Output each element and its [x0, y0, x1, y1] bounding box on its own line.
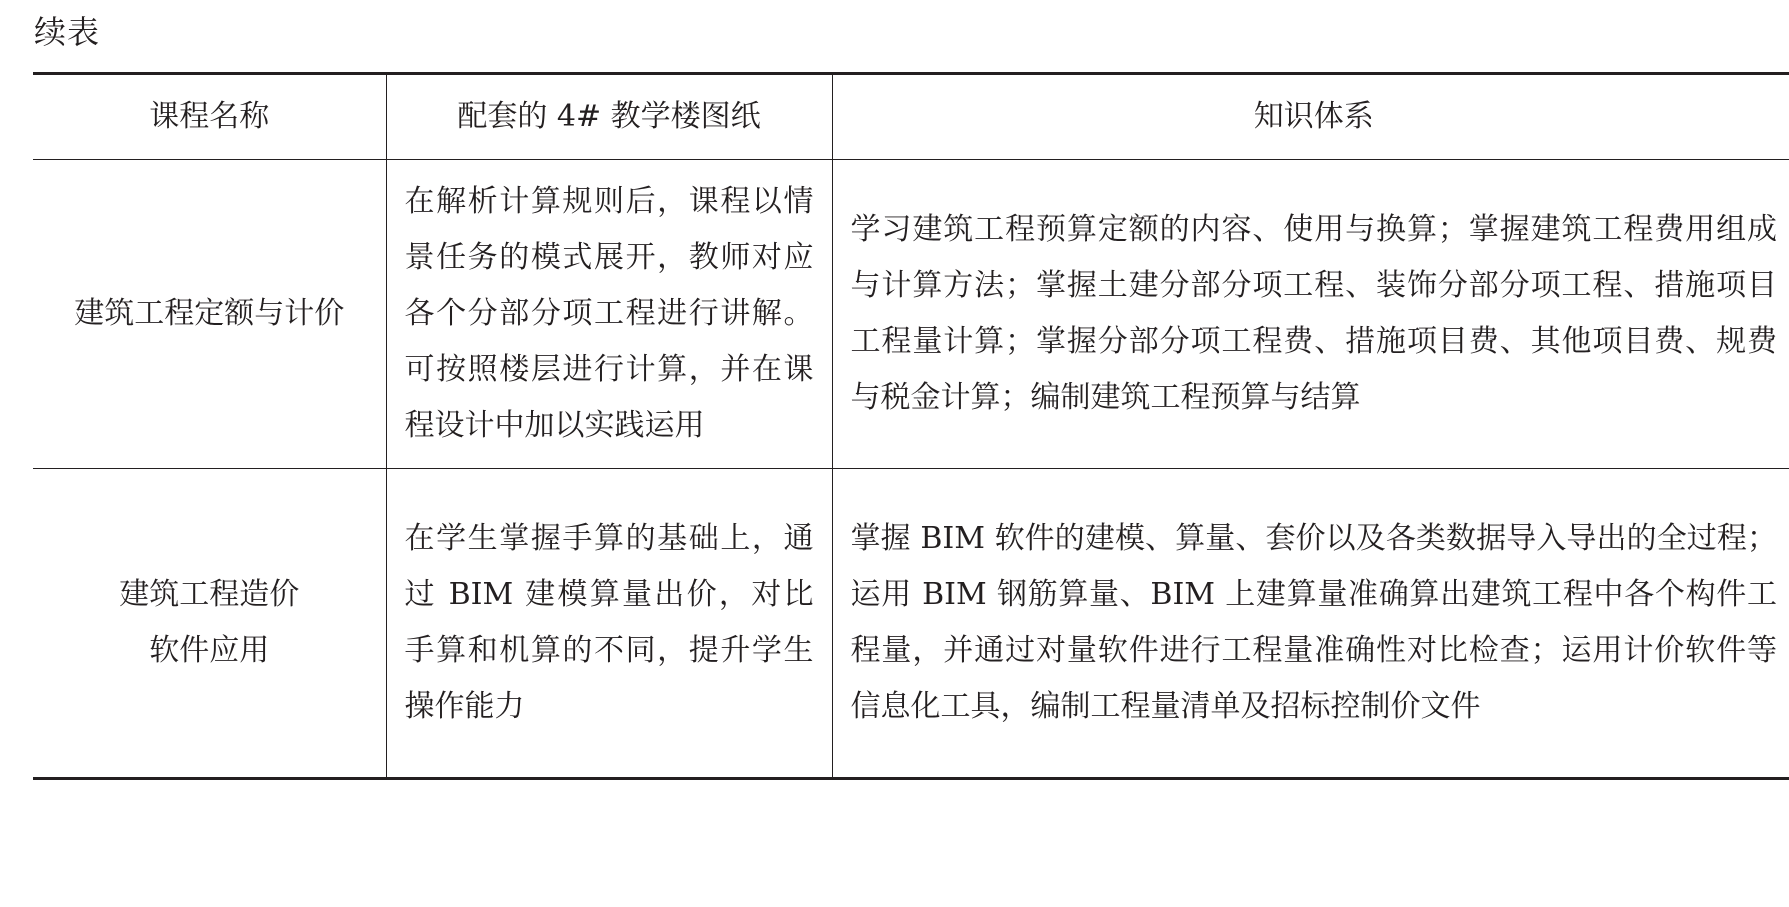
course-name-line: 软件应用	[149, 633, 270, 668]
header-course-name: 课程名称	[33, 74, 386, 160]
header-drawing-usage: 配套的 4# 教学楼图纸	[386, 74, 832, 160]
table-row	[33, 469, 1789, 779]
header-row	[33, 74, 1789, 160]
knowledge-system-cell: 学习建筑工程预算定额的内容、使用与换算；掌握建筑工程费用组成与计算方法；掌握土建分部分项工程、装饰分部分项工程、措施项目工程量计算；掌握分部分项工程费、措施项目费、其他项目费、规费与税金计算；编制建筑工程预算与结算	[832, 160, 1789, 469]
course-name-cell	[33, 469, 386, 779]
drawing-usage-cell: 在解析计算规则后，课程以情景任务的模式展开，教师对应各个分部分项工程进行讲解。可按照楼层进行计算，并在课程设计中加以实践运用	[386, 160, 832, 469]
table-row	[33, 160, 1789, 469]
header-knowledge-system: 知识体系	[832, 74, 1789, 160]
course-name-line: 建筑工程造价	[119, 577, 300, 612]
course-name-cell	[33, 160, 386, 469]
course-name-line: 建筑工程定额与计价	[74, 296, 345, 331]
table-header	[33, 74, 1789, 160]
table-caption: 续表	[34, 13, 101, 51]
knowledge-system-cell: 掌握 BIM 软件的建模、算量、套价以及各类数据导入导出的全过程；运用 BIM 钢筋算量、BIM 上建算量准确算出建筑工程中各个构件工程量，并通过对量软件进行工程量准确性对比检查；运用计价软件等信息化工具，编制工程量清单及招标控制价文件	[832, 469, 1789, 779]
table-body	[33, 160, 1789, 779]
course-table	[33, 72, 1789, 780]
drawing-usage-cell: 在学生掌握手算的基础上，通过 BIM 建模算量出价，对比手算和机算的不同，提升学生操作能力	[386, 469, 832, 779]
